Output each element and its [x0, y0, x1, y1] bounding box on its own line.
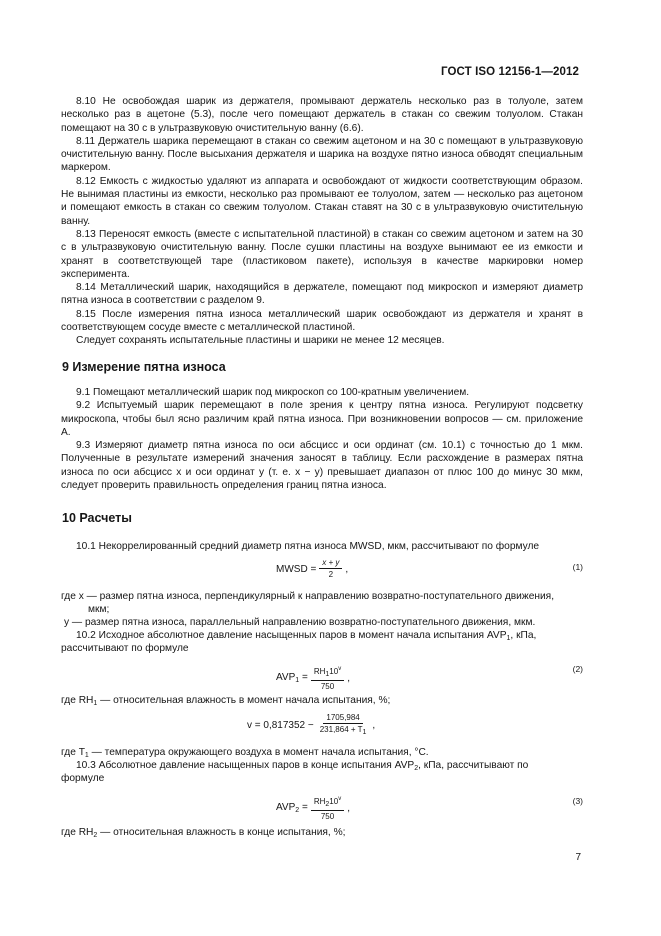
- where-rh2: [61, 826, 583, 842]
- formula-3-numerator: [311, 794, 344, 811]
- formula-avp2: [276, 794, 350, 822]
- formula-3-lhs: [276, 802, 308, 814]
- formula-v-denominator: [317, 724, 370, 738]
- f2-num-sup: v: [338, 666, 342, 672]
- formula-2-tail: ,: [347, 672, 350, 684]
- p3-sub: 2: [414, 765, 419, 772]
- equation-number-2: (2): [572, 664, 583, 674]
- formula-2-lhs: [276, 672, 308, 684]
- f2-lhs-sub: 1: [295, 677, 300, 684]
- formula-3-denominator: 750: [320, 812, 335, 821]
- fv-den-text: 231,864 + T: [319, 725, 363, 734]
- formula-v-lhs: v = 0,817352 −: [247, 720, 314, 731]
- paragraph-8-13: 8.13 Переносят емкость (вместе с испытательной пластиной) в стакан со свежим ацетоном и затем на 30 с в ультразвуковую очистительную ванну. После сушки пластины на воздухе вынимают ее из емкости и хранят в соответствующей таре (пластиковом пакете), используя в качестве маркировки номер эксперимента.: [61, 228, 583, 280]
- formula-1-tail: ,: [345, 563, 349, 575]
- standard-header: ГОСТ ISO 12156-1—2012: [441, 66, 579, 78]
- page-number: 7: [575, 852, 581, 863]
- rh1-sub: 1: [93, 700, 98, 707]
- paragraph-8-14: 8.14 Металлический шарик, находящийся в держателе, помещают под микроскоп и измеряют диаметр пятна износа в соответствии с разделом 9.: [61, 282, 583, 307]
- formula-3-tail: ,: [347, 802, 350, 814]
- section-10-title: 10 Расчеты: [62, 511, 132, 525]
- equation-number-3: (3): [572, 796, 583, 806]
- formula-1-fraction: [319, 558, 342, 580]
- t1-tail: — температура окружающего воздуха в момент начала испытания, °С.: [88, 747, 429, 758]
- where-x-cont: мкм;: [88, 604, 110, 615]
- f2-num: RH: [313, 667, 326, 676]
- f4-num-sup: v: [338, 796, 342, 802]
- formula-v-tail: ,: [372, 720, 376, 731]
- formula-1-num-text: x + y: [322, 558, 340, 567]
- paragraph-8-11: 8.11 Держатель шарика перемещают в стакан со свежим ацетоном и на 30 с помещают в ультразвуковую очистительную ванну. После высыхания держателя и шарика на воздухе пятно износа обводят специальным маркером.: [61, 135, 583, 174]
- t1-sub: 1: [84, 752, 89, 759]
- rh1-tail: — относительная влажность в момент начала испытания, %;: [97, 695, 391, 706]
- p2-text: 10.2 Исходное абсолютное давление насыщенных паров в момент начала испытания AVP: [76, 630, 507, 641]
- f4-num-sub: 2: [325, 801, 330, 808]
- f2-lhs-text: AVP: [276, 672, 296, 683]
- rh2-sub: 2: [93, 832, 98, 839]
- formula-3-fraction: [311, 794, 344, 822]
- f4-lhs-sub: 2: [295, 807, 300, 814]
- formula-1-numerator: [319, 558, 342, 569]
- f4-num-tail: 10: [329, 797, 339, 806]
- paragraph-10-1: 10.1 Некоррелированный средний диаметр пятна износа MWSD, мкм, рассчитывают по формуле: [76, 541, 540, 552]
- paragraph-8-10: 8.10 Не освобождая шарик из держателя, промывают держатель несколько раз в толуоле, затем несколько раз в ацетоне (5.3), после чего помещают держатель в стакан со свежим толуолом. Стакан помещают на 30 с в ультразвуковую очистительную ванну (6.6).: [61, 96, 583, 134]
- where-y: y — размер пятна износа, параллельный направлению возвратно-поступательного движения, мкм.: [64, 617, 536, 628]
- formula-1-lhs: MWSD =: [276, 563, 317, 575]
- formula-v-fraction: [317, 713, 370, 738]
- paragraph-10-3-cont: формуле: [61, 773, 105, 784]
- paragraph-8-15: 8.15 После измерения пятна износа металлический шарик освобождают из держателя и хранят в соответствующем сосуде вместе с металлической пластиной.: [61, 308, 583, 334]
- formula-avp1: [276, 664, 350, 692]
- rh1-text: где RH: [61, 695, 94, 706]
- f4-eq: =: [299, 802, 308, 813]
- formula-2-numerator: [311, 664, 344, 681]
- section-9-title: 9 Измерение пятна износа: [62, 360, 226, 374]
- formula-v: [247, 713, 375, 738]
- f4-num: RH: [313, 797, 326, 806]
- section-8-continued: [61, 95, 583, 348]
- formula-mwsd: [276, 558, 348, 580]
- paragraph-10-2-cont: рассчитывают по формуле: [61, 643, 189, 654]
- formula-1-denominator: 2: [328, 570, 334, 579]
- where-rh1: [61, 694, 583, 710]
- p3-text-b: , кПа, рассчитывают по: [418, 760, 529, 771]
- paragraph-note: Следует сохранять испытательные пластины и шарики не менее 12 месяцев.: [76, 335, 445, 347]
- f2-num-tail: 10: [329, 667, 339, 676]
- formula-2-fraction: [311, 664, 344, 692]
- section-9-body: [61, 386, 583, 492]
- formula-2-denominator: 750: [320, 682, 335, 691]
- rh2-text: где RH: [61, 827, 94, 838]
- paragraph-9-2: 9.2 Испытуемый шарик перемещают в поле зрения к центру пятна износа. Регулируют подсветку микроскопа, чтобы был ясно различим край пятна износа. При возникновении вопросов — см. приложение А.: [61, 400, 583, 438]
- fv-den-sub: 1: [362, 729, 367, 736]
- p2-text-b: , кПа,: [510, 630, 537, 641]
- where-x: где x — размер пятна износа, перпендикулярный к направлению возвратно-поступательного движения,: [61, 591, 555, 602]
- rh2-tail: — относительная влажность в конце испытания, %;: [97, 827, 346, 838]
- f4-lhs-text: AVP: [276, 802, 296, 813]
- paragraph-9-3: 9.3 Измеряют диаметр пятна износа по оси абсцисс и оси ординат (см. 10.1) с точностью до 1 мкм. Полученные в результате измерений значения заносят в таблицу. Если расхождение в размерах пятна износа по оси абсцисс x и оси ординат y (т. е. x − y) превышает диапазон от плюс 100 до минус 30 мкм, следует проверить правильность определения границ пятна износа.: [61, 440, 583, 492]
- f2-num-sub: 1: [325, 671, 330, 678]
- equation-number-1: (1): [572, 562, 583, 572]
- p2-sub: 1: [506, 635, 511, 642]
- formula-v-numerator: 1705,984: [323, 713, 362, 724]
- paragraph-8-12: 8.12 Емкость с жидкостью удаляют из аппарата и освобождают от жидкости соответствующим образом. Не вынимая пластины из емкости, несколько раз промывают ее толуолом, затем — несколько раз ацетоном и помещают емкость в стакан со свежим толуолом. Стакан ставят на 30 с в ультразвуковую очистительную ванну.: [61, 175, 583, 227]
- f2-eq: =: [299, 672, 308, 683]
- paragraph-9-1: 9.1 Помещают металлический шарик под микроскоп со 100-кратным увеличением.: [76, 387, 470, 398]
- t1-text: где T: [61, 747, 85, 758]
- p3-text: 10.3 Абсолютное давление насыщенных паров в конце испытания AVP: [76, 760, 415, 771]
